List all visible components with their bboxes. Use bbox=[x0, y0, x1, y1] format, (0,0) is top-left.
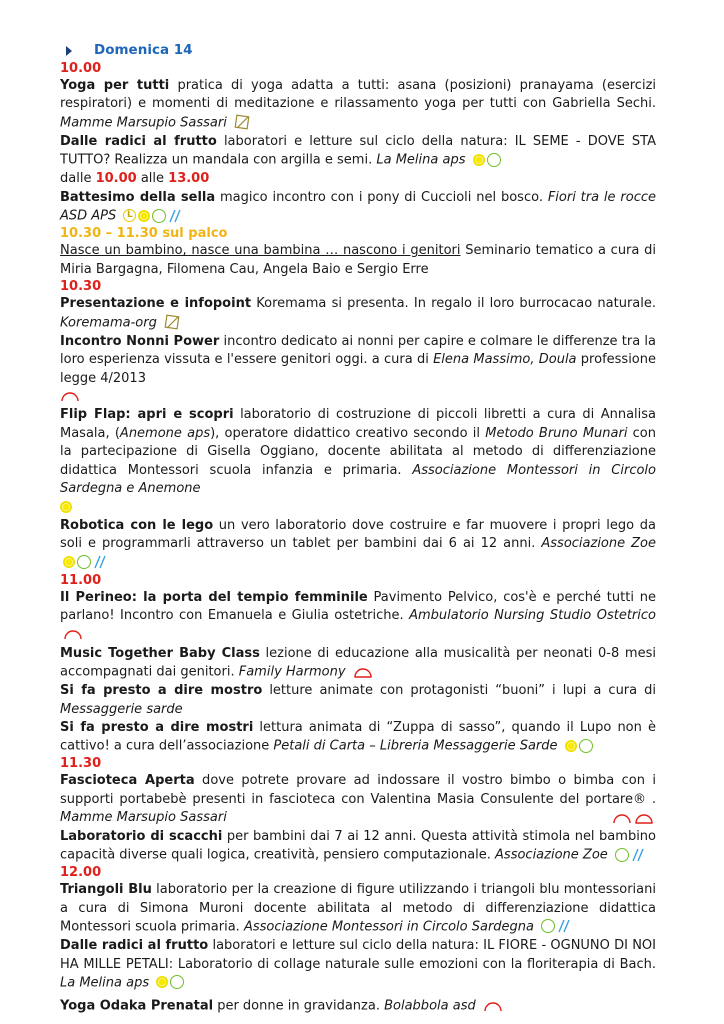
event-entry: Triangoli Blu laboratorio per la creazione di figure utilizzando i triangoli blu montessoriani a cura di Simona Muroni docente abilitata al metodo di differenziazione didattica Montessori scuola primaria. Associazione Montessori in Circolo Sardegna bbox=[60, 882, 656, 935]
event-entry: Dalle radici al frutto laboratori e letture sul ciclo della natura: IL FIORE - OGNUNO DI NOI HA MILLE PETALI: Laboratorio di collage naturale sulle emozioni con la floriterapia di Bach. La Melina aps bbox=[60, 938, 657, 991]
event-entry: Si fa presto a dire mostro letture animate con protagonisti “buoni” i lupi a cura di Messaggerie sarde bbox=[60, 683, 657, 717]
sun-icon bbox=[138, 210, 150, 222]
double-slash-icon bbox=[168, 209, 182, 223]
green-circle-icon bbox=[77, 555, 91, 569]
event-entry: Fascioteca Aperta dove potrete provare ad indossare il vostro bimbo o bimba con i supporti portabebè presenti in fascioteca con Valentina Masia Consulente del portare® . Mamme Marsupio Sassari bbox=[60, 773, 657, 826]
sun-icon bbox=[473, 154, 485, 166]
time-slot: 11.00 bbox=[60, 572, 102, 588]
red-arc-icon bbox=[483, 1000, 503, 1012]
event-entry: Si fa presto a dire mostri lettura animata di “Zuppa di sasso”, quando il Lupo non è cattivo! a cura dell’associazione Petali di Carta – Libreria Messaggerie Sarde bbox=[60, 719, 656, 755]
green-circle-icon bbox=[170, 975, 184, 989]
time-slot: 12.00 bbox=[60, 865, 102, 881]
double-slash-icon bbox=[631, 848, 645, 862]
red-arc-icon bbox=[612, 812, 632, 824]
event-entry: Robotica con le lego un vero laboratorio dove costruire e far muovere i propri lego da soli e programmarli attraverso un tablet per bambini dai 6 ai 12 anni. Associazione Zoe bbox=[60, 517, 656, 573]
green-circle-icon bbox=[487, 153, 501, 167]
day-heading: Domenica 14 bbox=[60, 40, 656, 61]
time-slot-stage: 10.30 – 11.30 sul palco bbox=[60, 226, 228, 242]
event-entry: Presentazione e infopoint Koremama si presenta. In regalo il loro burrocacao naturale. Koremama-org bbox=[60, 296, 656, 331]
event-entry: Music Together Baby Class lezione di educazione alla musicalità per neonati 0-8 mesi accompagnati dai genitori. Family Harmony bbox=[60, 645, 656, 680]
sun-icon bbox=[60, 501, 72, 513]
double-slash-icon bbox=[557, 919, 571, 933]
sun-icon bbox=[63, 556, 75, 568]
sun-icon bbox=[156, 976, 168, 988]
green-circle-icon bbox=[579, 739, 593, 753]
event-entry: Incontro Nonni Power incontro dedicato ai nonni per capire e colmare le differenze tra la loro esperienza vissuta e l'essere genitori oggi. a cura di Elena Massimo, Doula professione legge 4/2013 bbox=[60, 333, 656, 407]
event-entry: Yoga per tutti pratica di yoga adatta a tutti: asana (posizioni) pranayama (esercizi respiratori) e momenti di meditazione e rilassamento yoga per tutti con Gabriella Sechi. Mamme Marsupio Sassari bbox=[60, 78, 657, 131]
green-circle-icon bbox=[152, 209, 166, 223]
event-entry: Flip Flap: apri e scopri laboratorio di costruzione di piccoli libretti a cura di Annalisa Masala, (Anemone aps), operatore didattico creativo secondo il Metodo Bruno Munari con la partecipazione di Gisella Oggiano, docente abilitata al metodo di differenziazione didattica Montessori scuola infanzia e primaria. Associazione Montessori in Circolo Sardegna e Anemone bbox=[60, 406, 656, 516]
event-entry: Il Perineo: la porta del tempio femminile Pavimento Pelvico, cos'è e perché tutti ne parlano! Incontro con Emanuela e Giulia ostetriche. Ambulatorio Nursing Studio Ostetrico bbox=[60, 589, 656, 645]
event-entry: Battesimo della sella magico incontro con i pony di Cuccioli nel bosco. Fiori tra le rocce ASD APS L bbox=[60, 189, 656, 224]
event-entry: Dalle radici al frutto laboratori e letture sul ciclo della natura: IL SEME - DOVE STA TUTTO? Realizza un mandala con argilla e semi. La Melina aps bbox=[60, 133, 656, 169]
event-entry: Laboratorio di scacchi per bambini dai 7 ai 12 anni. Questa attività stimola nel bambino capacità diverse quali logica, creatività, pensiero computazionale. Associazione Zoe bbox=[60, 828, 656, 863]
time-slot: 11.30 bbox=[60, 756, 102, 772]
time-slot: 10.00 bbox=[60, 61, 102, 76]
event-entry: Yoga Odaka Prenatal per donne in gravidanza. Bolabbola asd bbox=[60, 997, 656, 1016]
event-entry: Nasce un bambino, nasce una bambina … nascono i genitori Seminario tematico a cura di Miria Bargagna, Filomena Cau, Angela Baio e Sergio Erre bbox=[60, 243, 656, 277]
bullet-arrow-icon bbox=[66, 46, 72, 56]
babywearing-icon bbox=[234, 114, 250, 130]
green-circle-icon bbox=[541, 919, 555, 933]
green-circle-icon bbox=[615, 848, 629, 862]
double-slash-icon bbox=[93, 555, 107, 569]
sun-icon bbox=[565, 740, 577, 752]
half-circle-icon bbox=[353, 666, 373, 678]
time-slot: 10.30 bbox=[60, 279, 102, 295]
babywearing-icon bbox=[164, 314, 180, 330]
time-range: dalle 10.00 alle 13.00 bbox=[60, 171, 210, 187]
half-circle-icon bbox=[634, 812, 654, 824]
letter-l-icon: L bbox=[123, 209, 136, 222]
red-arc-icon bbox=[63, 628, 83, 640]
red-arc-icon bbox=[60, 390, 80, 402]
event-program bbox=[60, 40, 656, 1016]
